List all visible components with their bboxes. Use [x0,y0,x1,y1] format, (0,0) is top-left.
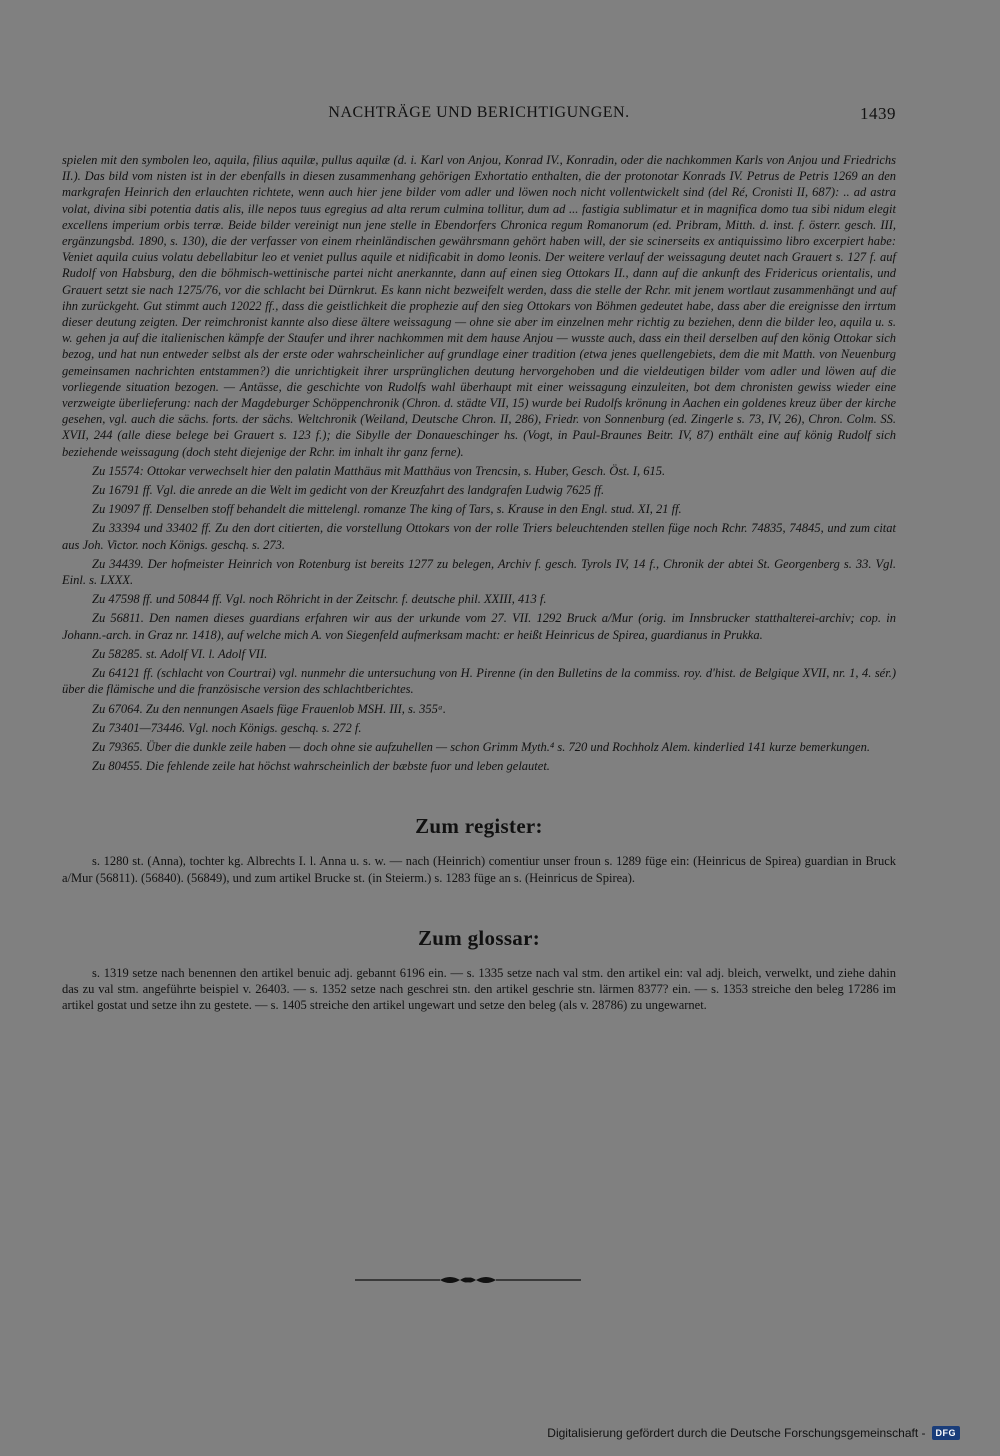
entry-item: Zu 47598 ff. und 50844 ff. Vgl. noch Röhricht in der Zeitschr. f. deutsche phil. XXIII, 413 f. [92,592,547,607]
footer-credit [547,1426,960,1440]
entry-item: Zu 73401—73446. Vgl. noch Königs. geschq. s. 272 f. [92,720,362,735]
entry-item: Zu 56811. Den namen dieses guardians erfahren wir aus der urkunde vom 27. VII. 1292 Bruck a/Mur (orig. im Innsbrucker statthalterei-archiv; cop. in Johann.-arch. in Graz nr. 1418), auf welche mich A. von Siegenfeld aufmerksam macht: er heißt Heinricus de Spirea, guardianus in Prukka. [62,611,896,642]
entry-item: Zu 34439. Der hofmeister Heinrich von Rotenburg ist bereits 1277 zu belegen, Archiv f. gesch. Tyrols IV, 14 f., Chronik der abtei St. Georgenberg s. 33. Vgl. Einl. s. LXXX. [62,556,896,588]
entry-item: Zu 16791 ff. Vgl. die anrede an die Welt im gedicht von der Kreuzfahrt des landgrafen Ludwig 7625 ff. [92,483,605,498]
register-text: s. 1280 st. (Anna), tochter kg. Albrechts I. l. Anna u. s. w. — nach (Heinrich) comentiur unser froun s. 1289 füge ein: (Heinricus de Spirea) guardian in Bruck a/Mur (56811). (56840). (56849), und zum artikel Brucke st. (in Steierm.) s. 1283 füge an s. (Heinricus de Spirea). [62,854,896,885]
continuation-paragraph: spielen mit den symbolen leo, aquila, filius aquilæ, pullus aquilæ (d. i. Karl von Anjou, Konrad IV., Konradin, oder die nachkommen Karls von Anjou und Friedrichs II.). Das bild vom nisten ist in der ebenfalls in diesen zusammenhang gehörigen Exhortatio enthalten, die der protonotar Konrads IV. Petrus de Petris 1269 an den markgrafen Heinrich den erlauchten richtete, wenn auch hier jene bilder vom adler und löwen noch nicht vollentwickelt sind (del Ré, Cronisti II, 687): .. ad astra volat, divina sibi potentia datis alis, ille nepos tuus egregius ad alta rerum culmina tollitur, dum ad ... fastigia sublimatur et in magnifica domo tua sibi nidum elegit excellens imperium orbis terræ. Beide bilder vereinigt nun jene stelle in Ebendorfers Chronica regum Romanorum (ed. Pribram, Mitth. d. inst. f. österr. gesch. III, ergänzungsbd. 1890, s. 130), die der verfasser von einem rheinländischen gewährsmann gehört haben will, der sie scinerseits ex antiquissimo libro excerpiert habe: Veniet aquila cuius volatu debellabitur leo et veniet pullus aquile et nidificabit in domo leonis. Der weitere verlauf der weissagung deutet nach Grauert s. 127 f. auf Rudolf von Habsburg, den die böhmisch-wettinische partei nicht anerkannte, dann auf einen sieg Ottokars II., dann auf die ankunft des Fridericus orientalis, und Grauert setzt sie nach 1275/76, vor die schlacht bei Dürnkrut. Es kann nicht bezweifelt werden, dass die stelle der Rchr. mit jenem wortlaut zusammenhängt und auf ihn zurückgeht. Gut stimmt auch 12022 ff., dass die geistlichkeit die prophezie auf den sieg Ottokars von Böhmen gedeutet habe, dass aber die ereignisse den irrtum dieser deutung zeigten. Der reimchronist kannte also diese ältere weissagung — ohne sie aber im einzelnen mehr richtig zu beziehen, denn die bilder leo, aquila u. s. w. gehen ja auf die italienischen kämpfe der Staufer und ihrer nachkommen mit dem hause Anjou — wusste auch, dass ein theil derselben auf den könig Ottokar sich bezog, und hat nun entweder selbst als der erste oder wahrscheinlicher auf grundlage einer tradition (etwa jenes quellengebiets, dem die mit Matth. von Neuenburg gemeinsamen nachrichten entstammen?) die unrichtigkeit ihrer ursprünglichen deutung hervorgehoben und die vieldeutigen bilder vom adler und löwen auf die vorliegende situation bezogen. — Antässe, die geschichte von Rudolfs wahl überhaupt mit einer weissagung einzuleiten, bot dem chronisten gewiss wieder eine verzweigte überlieferung: nach der Magdeburger Schöppenchronik (Chron. d. städte VII, 15) wurde bei Rudolfs krönung in Aachen ein goldenes kreuz über der kirche gesehen, vgl. auch die sächs. forts. der sächs. Weltchronik (Weiland, Deutsche Chron. II, 286), Friedr. von Sonnenburg (ed. Zingerle s. 73, IV, 26), Chron. Colm. SS. XVII, 244 (alle diese belege bei Grauert s. 123 f.); die Sibylle der Donaueschinger hs. (Vogt, in Paul-Braunes Beitr. IV, 87) enthält eine auf könig Rudolf sich beziehende weissagung (doch steht diejenige der Rchr. im inhalt ihr ganz ferne). [62,153,896,459]
page-number: 1439 [860,104,896,123]
entry-item: Zu 67064. Zu den nennungen Asaels füge Frauenlob MSH. III, s. 355ᵃ. [92,701,447,716]
entry-item: Zu 15574: Ottokar verwechselt hier den palatin Matthäus mit Matthäus von Trencsin, s. Huber, Gesch. Öst. I, 615. [92,463,666,478]
ornament-divider-icon [355,1270,581,1290]
footer-text: Digitalisierung gefördert durch die Deutsche Forschungsgemeinschaft - [547,1426,926,1440]
page-title: NACHTRÄGE UND BERICHTIGUNGEN. [328,104,630,121]
entry-item: Zu 19097 ff. Denselben stoff behandelt die mittelengl. romanze The king of Tars, s. Krause in den Engl. stud. XI, 21 ff. [92,502,682,517]
entry-item: Zu 33394 und 33402 ff. Zu den dort citierten, die vorstellung Ottokars von der rolle Triers beleuchtenden stellen füge noch Rchr. 74835, 74845, und zum citat aus Joh. Victor. noch Königs. geschq. s. 273. [62,521,896,552]
entry-item: Zu 80455. Die fehlende zeile hat höchst wahrscheinlich der bæbste fuor und leben gelautet. [92,759,550,774]
dfg-logo-icon: DFG [932,1426,961,1440]
glossar-text: s. 1319 setze nach benennen den artikel benuic adj. gebannt 6196 ein. — s. 1335 setze nach val stm. den artikel ein: val adj. bleich, verwelkt, und ziehe dahin das zu val stm. angeführte beispiel v. 26403. — s. 1352 setze nach geschrei stn. den artikel geschrie stn. lärmen 8377? ein. — s. 1353 streiche den beleg 17286 im artikel gostat und setze ihn zu gestete. — s. 1405 streiche den artikel ungewart und setze den beleg (als v. 28786) zu ungewarnet. [62,965,896,1013]
glossar-heading: Zum glossar: [417,925,541,950]
running-head [62,104,896,128]
entries-list [62,463,896,774]
entry-item: Zu 79365. Über die dunkle zeile haben — doch ohne sie aufzuhellen — schon Grimm Myth.⁴ s. 720 und Rochholz Alem. kinderlied 141 kurze bemerkungen. [92,739,870,754]
document-page [62,104,896,1013]
register-heading: Zum register: [415,814,543,839]
entry-item: Zu 58285. st. Adolf VI. l. Adolf VII. [92,646,268,661]
entry-item: Zu 64121 ff. (schlacht von Courtrai) vgl. nunmehr die untersuchung von H. Pirenne (in den Bulletins de la commiss. roy. d'hist. de Belgique XVII, nr. 1, 4. sér.) über die flämische und die französische version des schlachtberichtes. [62,666,896,697]
